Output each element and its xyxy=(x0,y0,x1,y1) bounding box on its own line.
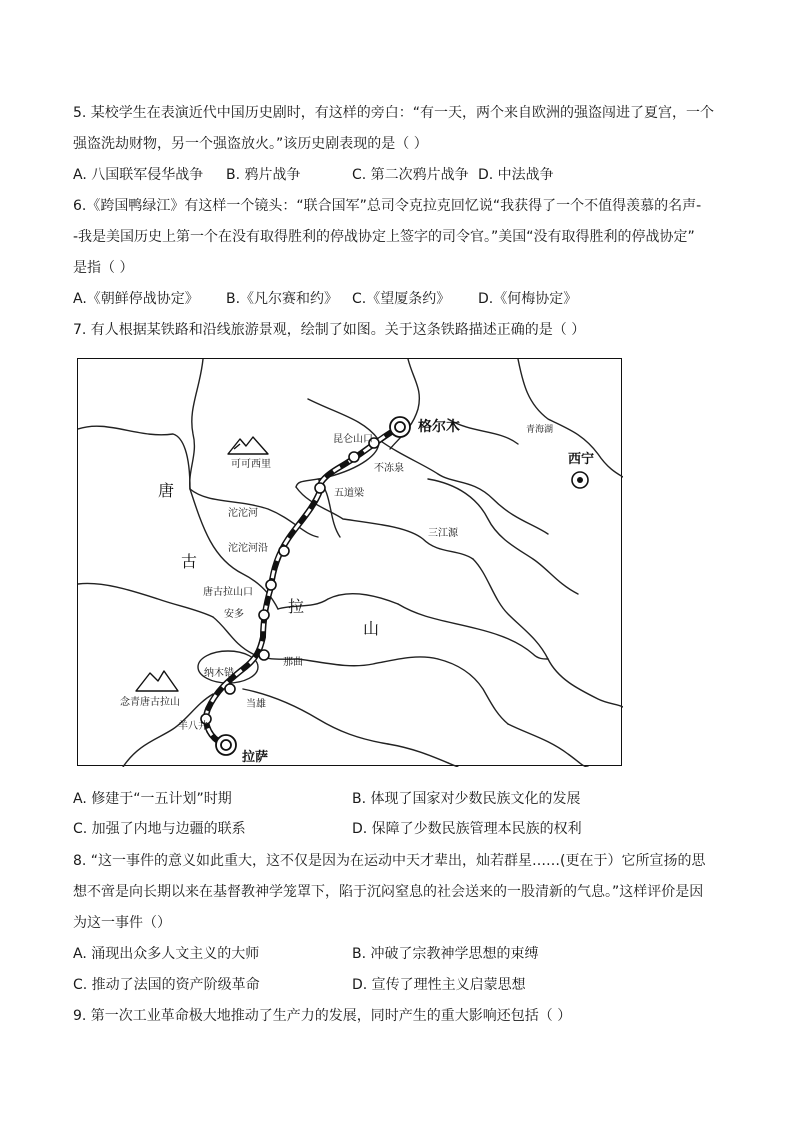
label-tuotuo-riverside: 沱沱河沿 xyxy=(228,543,268,554)
q6-stem-line-3: 是指（ ） xyxy=(73,260,134,276)
river-southeast xyxy=(548,659,623,707)
label-hoh-xil: 可可西里 xyxy=(231,459,271,470)
q5-stem-line-2: 强盗洗劫财物，另一个强盗放火。”该历史剧表现的是（ ） xyxy=(73,136,428,152)
river-tuotuo-east xyxy=(296,487,473,559)
label-gu: 古 xyxy=(181,552,198,571)
label-tanggula-pass: 唐古拉山口 xyxy=(203,587,253,598)
label-la: 拉 xyxy=(288,597,305,616)
station-nagqu xyxy=(259,650,269,660)
q7-stem-line-1: 7. 有人根据某铁路和沿线旅游景观，绘制了如图。关于这条铁路描述正确的是（ ） xyxy=(73,322,586,338)
q8-option-c: C. 推动了法国的资产阶级革命 xyxy=(73,977,260,993)
river-yangtze xyxy=(378,439,548,534)
river-west-upper xyxy=(190,359,203,489)
q7-option-c: C. 加强了内地与边疆的联系 xyxy=(73,821,246,837)
q5-option-a: A. 八国联军侵华战争 xyxy=(73,167,204,183)
label-namtso: 纳木错 xyxy=(204,668,234,679)
label-wudaoliang: 五道梁 xyxy=(334,488,364,499)
q7-option-d: D. 保障了少数民族管理本民族的权利 xyxy=(352,821,582,837)
river-tang-west xyxy=(78,583,213,617)
lhasa-marker xyxy=(216,735,236,755)
label-nyenchen-tanglha: 念青唐古拉山 xyxy=(120,697,180,708)
mountain-icon xyxy=(136,671,178,691)
river-sanjiang xyxy=(473,559,548,659)
station-wudaoliang xyxy=(315,483,325,493)
q7-option-b: B. 体现了国家对少数民族文化的发展 xyxy=(352,791,581,807)
railway-map xyxy=(77,358,622,766)
q5-option-c: C. 第二次鸦片战争 xyxy=(352,167,469,183)
mountain-icon xyxy=(228,437,268,454)
label-xining: 西宁 xyxy=(568,452,595,467)
q8-option-a: A. 涌现出众多人文主义的大师 xyxy=(73,946,260,962)
q6-option-c: C.《望厦条约》 xyxy=(352,291,451,307)
q6-option-b: B.《凡尔赛和约》 xyxy=(226,291,339,307)
label-tang: 唐 xyxy=(158,481,175,500)
station-amdo xyxy=(259,610,269,620)
river-south-east xyxy=(438,659,508,724)
q8-stem-line-1: 8. “这一事件的意义如此重大，这不仅是因为在运动中天才辈出，灿若群星……(更在于）它所宣扬的思 xyxy=(73,853,706,869)
q7-option-a: A. 修建于“一五计划”时期 xyxy=(73,791,232,807)
river-lhasa-east-2 xyxy=(388,744,458,767)
label-budongquan: 不冻泉 xyxy=(374,463,404,474)
q6-option-a: A.《朝鲜停战协定》 xyxy=(73,291,199,307)
station-budongquan xyxy=(349,452,359,462)
label-yangbajain: 羊八井 xyxy=(178,721,208,732)
label-shan: 山 xyxy=(363,619,380,638)
river-nagqu-east xyxy=(298,657,438,666)
railway-map-drawing xyxy=(78,359,623,767)
q6-option-d: D.《何梅协定》 xyxy=(478,291,578,307)
river-la-lower xyxy=(398,604,548,659)
golmud-marker xyxy=(390,417,410,437)
q8-option-b: B. 冲破了宗教神学思想的束缚 xyxy=(352,946,539,962)
q6-stem-line-2: -我是美国历史上第一个在没有取得胜利的停战协定上签字的司令官。”美国“没有取得胜利的停战协定” xyxy=(73,229,695,245)
label-damxung: 当雄 xyxy=(246,699,266,710)
q8-stem-line-2: 想不啻是向长期以来在基督教神学笼罩下，陷于沉闷窒息的社会送来的一股清新的气息。”这样评价是因 xyxy=(73,884,704,900)
station-tuotuo xyxy=(279,546,289,556)
label-tuotuo-river: 沱沱河 xyxy=(228,508,258,519)
river-south-east-2 xyxy=(508,724,588,767)
q5-option-b: B. 鸦片战争 xyxy=(226,167,301,183)
q8-stem-line-3: 为这一事件（） xyxy=(73,915,171,931)
river-north-west xyxy=(78,426,190,489)
label-qinghai-lake: 青海湖 xyxy=(526,425,554,435)
river-lhasa-east xyxy=(243,689,388,744)
q9-stem-line-1: 9. 第一次工业革命极大地推动了生产力的发展，同时产生的重大影响还包括（ ） xyxy=(73,1008,572,1024)
q5-stem-line-1: 5. 某校学生在表演近代中国历史剧时，有这样的旁白：“有一天，两个来自欧洲的强盗闯进了夏宫，一个 xyxy=(73,105,715,121)
xining-marker xyxy=(572,472,588,488)
q8-option-d: D. 宣传了理性主义启蒙思想 xyxy=(352,977,526,993)
label-amdo: 安多 xyxy=(224,609,244,620)
label-nagqu: 那曲 xyxy=(283,657,303,668)
label-golmud: 格尔木 xyxy=(418,419,460,435)
q6-stem-line-1: 6.《跨国鸭绿江》有这样一个镜头：“联合国军”总司令克拉克回忆说“我获得了一个不值得羡慕的名声- xyxy=(73,198,702,214)
q5-option-d: D. 中法战争 xyxy=(478,167,554,183)
label-sanjiangyuan: 三江源 xyxy=(428,528,458,539)
railway-line-dash xyxy=(206,427,400,741)
station-tanggula xyxy=(266,580,276,590)
label-kunlun-pass: 昆仑山口 xyxy=(333,434,373,445)
station-damxung xyxy=(225,684,235,694)
label-lhasa: 拉萨 xyxy=(242,750,269,765)
railway-line xyxy=(206,427,400,741)
